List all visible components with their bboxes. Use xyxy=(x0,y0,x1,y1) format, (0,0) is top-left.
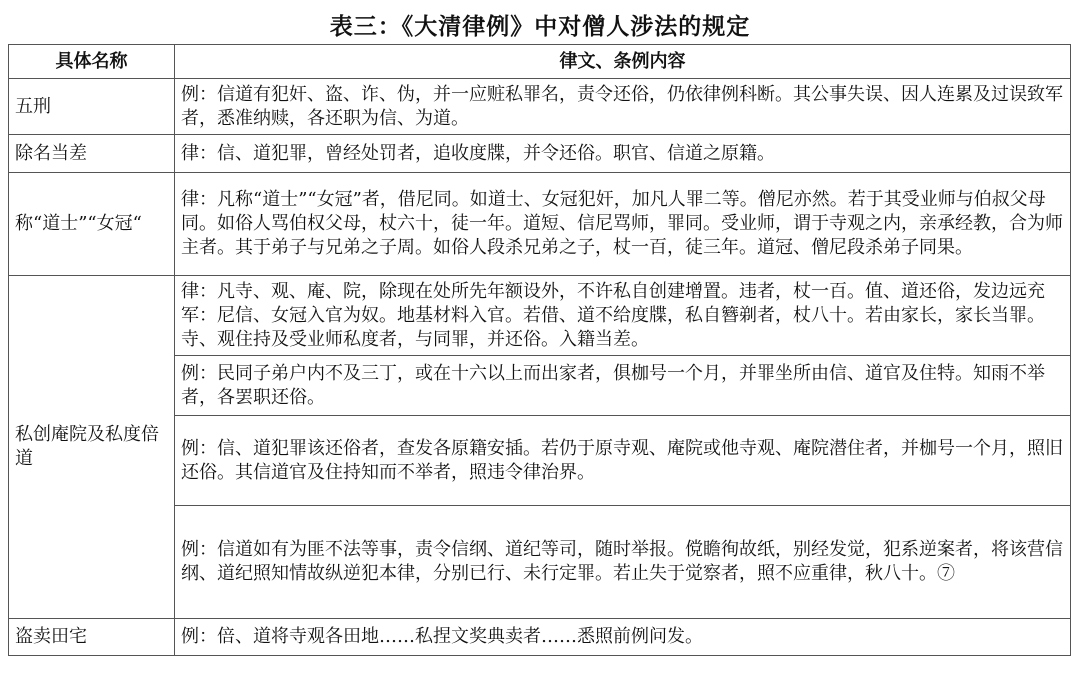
table-row xyxy=(9,135,1071,173)
table-title: 表三：《大清律例》中对僧人涉法的规定 xyxy=(329,13,751,40)
row-name: 私创庵院及私度倍道 xyxy=(9,276,175,619)
table-row xyxy=(9,276,1071,356)
row-content: 律：凡寺、观、庵、院，除现在处所先年额设外，不许私自创建增置。违者，杖一百。值、道还俗，发边远充军：尼信、女冠入官为奴。地基材料入官。若借、道不给度牒，私自簪剃者，杖八十。若由家长，家长当罪。寺、观住持及受业师私度者，与同罪，并还俗。入籍当差。 xyxy=(175,276,1071,356)
header-name: 具体名称 xyxy=(9,45,175,79)
table-row xyxy=(9,79,1071,135)
row-content: 例：信道如有为匪不法等事，责令信纲、道纪等司，随时举报。傥瞻徇故纸，别经发觉，犯系逆案者，将该营信纲、道纪照知情故纵逆犯本律，分别已行、未行定罪。若止失于觉察者，照不应重律，秋八十。⑦ xyxy=(175,506,1071,619)
table-row xyxy=(9,173,1071,276)
row-content: 律：凡称“道士”“女冠”者，借尼同。如道士、女冠犯奸，加凡人罪二等。僧尼亦然。若于其受业师与伯叔父母同。如俗人骂伯权父母，杖六十，徒一年。道短、信尼骂师，罪同。受业师，谓于寺观之内，亲承经教，合为师主者。其于弟子与兄弟之子周。如俗人段杀兄弟之子，杖一百，徒三年。道冠、僧尼段杀弟子同果。 xyxy=(175,173,1071,276)
row-content: 例：民同子弟户内不及三丁，或在十六以上而出家者，俱枷号一个月，并罪坐所由信、道官及住特。知雨不举者，各罢职还俗。 xyxy=(175,356,1071,416)
table-row xyxy=(9,619,1071,656)
row-name: 除名当差 xyxy=(9,135,175,173)
row-content: 例：信道有犯奸、盗、诈、伪，并一应赃私罪名，责令还俗，仍依律例科断。其公事失误、因人连累及过误致军者，悉准纳赎，各还职为信、为道。 xyxy=(175,79,1071,135)
row-content: 律：信、道犯罪，曾经处罚者，追收度牒，并令还俗。职官、信道之原籍。 xyxy=(175,135,1071,173)
header-content: 律文、条例内容 xyxy=(175,45,1071,79)
row-name: 盗卖田宅 xyxy=(9,619,175,656)
row-name: 五刑 xyxy=(9,79,175,135)
row-content: 例：倍、道将寺观各田地……私捏文奖典卖者……悉照前例问发。 xyxy=(175,619,1071,656)
row-name: 称“道士”“女冠“ xyxy=(9,173,175,276)
row-content: 例：信、道犯罪该还俗者，查发各原籍安插。若仍于原寺观、庵院或他寺观、庵院潜住者，并枷号一个月，照旧还俗。其信道官及住持知而不举者，照违令律治界。 xyxy=(175,416,1071,506)
regulations-table xyxy=(8,44,1071,656)
header-row xyxy=(9,45,1071,79)
